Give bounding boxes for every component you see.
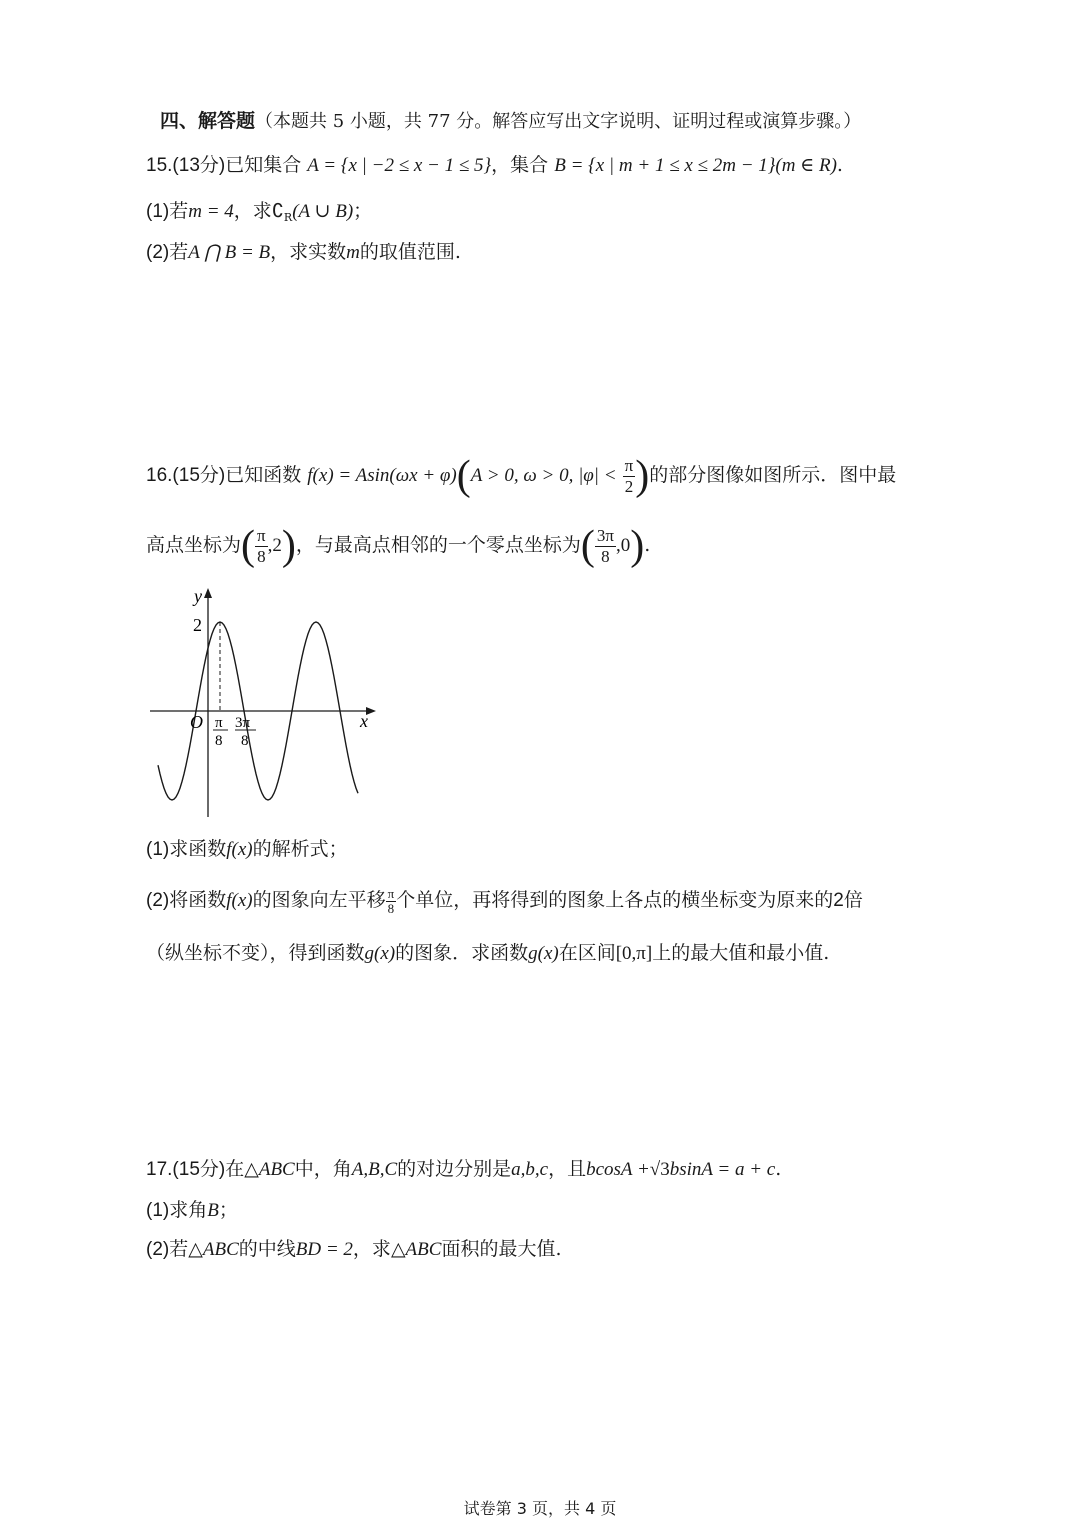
q15-sep: ，集合	[491, 154, 549, 176]
q15-p2-text2: ，求实数	[270, 241, 347, 263]
page-footer: 试卷第 3 页，共 4 页	[463, 1499, 617, 1518]
q15-m-value: m = 4	[188, 201, 234, 222]
q16-p2-text4: 倍	[843, 889, 863, 911]
q16-number: 16.	[146, 465, 173, 486]
q15-p2-label: (2)	[146, 242, 170, 263]
frac-num: 3π	[596, 525, 614, 545]
q15-stem	[146, 152, 843, 179]
q16-line2	[146, 520, 650, 571]
q16-part2	[146, 878, 863, 923]
x-tick1-den: 8	[215, 733, 223, 749]
q15-p2-text: 若	[169, 241, 189, 263]
point1-y: ,2	[267, 535, 282, 556]
q15-part1	[146, 198, 372, 231]
interval-expr: [0,π]	[615, 943, 653, 964]
equation-part1: bcosA +	[586, 1159, 650, 1180]
complement-subscript: R	[283, 211, 293, 224]
intersection-expr: A ⋂ B = B	[188, 242, 271, 263]
union-expr: (A ∪ B)	[292, 201, 354, 222]
frac-den: 8	[257, 546, 266, 566]
q16-g-func: g(x)	[364, 943, 396, 964]
y-tick-2: 2	[193, 615, 202, 635]
q16-p2-text3: 个单位，再将得到的图象上各点的横坐标变为原来的	[396, 889, 834, 911]
q16-p2-text8: 上的最大值和最小值.	[652, 942, 830, 964]
q15-cond: (m ∈ R)	[775, 155, 837, 176]
q16-p1-text2: 的解析式；	[252, 838, 348, 860]
set-a-expr: A = {x | −2 ≤ x − 1 ≤ 5}	[307, 155, 492, 176]
q17-p1-end: ；	[218, 1199, 238, 1221]
q16-p2-text7: 在区间	[558, 942, 616, 964]
q15-m-var: m	[346, 242, 360, 263]
point2-y: ,0	[615, 535, 631, 556]
q17-p2-text: 若	[169, 1238, 189, 1260]
x-tick2-den: 8	[241, 733, 249, 749]
q15-p1-text2: ，求	[233, 200, 272, 222]
q17-part2	[146, 1236, 561, 1263]
q16-line2-text: 高点坐标为	[146, 534, 242, 556]
sine-graph	[146, 582, 386, 822]
q17-p1-text: 求角	[169, 1199, 208, 1221]
q16-stem	[146, 450, 896, 501]
point1-x	[255, 526, 268, 567]
q17-text2: 中，角	[294, 1158, 352, 1180]
triangle-abc: △ABC	[244, 1159, 295, 1180]
sqrt-3: √3	[649, 1159, 670, 1180]
sides-abc: a,b,c	[511, 1159, 549, 1180]
section-title: 四、解答题	[160, 110, 256, 132]
shift-fraction	[386, 887, 397, 916]
angle-b: B	[207, 1200, 219, 1221]
frac-num: π	[257, 525, 266, 545]
paren-close: )	[281, 523, 296, 569]
x-tick2-num: 3π	[235, 715, 251, 731]
origin-label: O	[190, 712, 203, 732]
q16-p1-text: 求函数	[169, 838, 227, 860]
function-expr: f(x) = Asin(ωx + φ)	[307, 465, 457, 486]
paren-open: (	[456, 453, 471, 499]
equation-part2: bsinA = a + c	[669, 1159, 776, 1180]
q16-p2-text5: （纵坐标不变），得到函数	[146, 942, 365, 964]
q16-conditions: A > 0, ω > 0, |φ| <	[470, 465, 617, 486]
q17-number: 17.	[146, 1159, 173, 1180]
section-heading	[160, 108, 861, 135]
q15-p1-text: 若	[169, 200, 189, 222]
frac-num: π	[387, 885, 395, 901]
frac-den: 8	[601, 546, 610, 566]
q17-text4: ，且	[548, 1158, 587, 1180]
y-axis-arrow	[204, 588, 212, 598]
q16-p1-label: (1)	[146, 839, 170, 860]
q15-p1-label: (1)	[146, 201, 170, 222]
q16-line2-text2: ，与最高点相邻的一个零点坐标为	[295, 534, 581, 556]
q17-text: 在	[225, 1158, 245, 1180]
set-b-expr: B = {x | m + 1 ≤ x ≤ 2m − 1}	[554, 155, 776, 176]
q17-part1	[146, 1197, 238, 1224]
frac-num: π	[624, 455, 634, 475]
q16-score: (15分)	[172, 465, 226, 486]
paren-close: )	[630, 523, 645, 569]
q16-part1	[146, 836, 348, 863]
x-tick1-num: π	[215, 715, 223, 731]
q15-end: .	[836, 154, 843, 176]
q17-p2-text3: ，求	[352, 1238, 391, 1260]
triangle-abc-3: △ABC	[390, 1239, 442, 1260]
frac-den: 8	[387, 900, 395, 916]
q17-score: (15分)	[172, 1159, 226, 1180]
q16-p2-text: 将函数	[169, 889, 227, 911]
pi-over-2	[623, 456, 636, 497]
q16-p2-text6: 的图象．求函数	[395, 942, 529, 964]
q17-p2-text2: 的中线	[238, 1238, 296, 1260]
paren-close: )	[635, 453, 650, 499]
q16-p2-text2: 的图象向左平移	[252, 889, 386, 911]
y-axis-label: y	[194, 586, 202, 606]
q15-score: (13分)	[172, 155, 226, 176]
q16-g-func2: g(x)	[528, 943, 559, 964]
q15-text: 已知集合	[225, 154, 302, 176]
paren-open: (	[580, 523, 595, 569]
triangle-abc-2: △ABC	[188, 1239, 239, 1260]
median-bd: BD = 2	[295, 1239, 353, 1260]
section-note: （本题共 5 小题，共 77 分。解答应写出文字说明、证明过程或演算步骤。）	[255, 111, 862, 132]
q16-p2-two: 2	[833, 890, 844, 911]
q16-text2: 的部分图像如图所示．图中最	[649, 464, 897, 486]
angles-abc: A,B,C	[351, 1159, 398, 1180]
q17-stem	[146, 1156, 781, 1183]
q17-text3: 的对边分别是	[397, 1158, 512, 1180]
q15-number: 15.	[146, 155, 173, 176]
q17-p2-text4: 面积的最大值.	[441, 1238, 562, 1260]
q15-p1-end: ；	[353, 200, 373, 222]
q17-p1-label: (1)	[146, 1200, 170, 1221]
q16-p2-label: (2)	[146, 890, 170, 911]
q15-part2	[146, 239, 461, 266]
q16-p1-func: f(x)	[226, 839, 253, 860]
q16-part2-line2	[146, 940, 829, 967]
q15-p2-text3: 的取值范围.	[359, 241, 461, 263]
frac-den: 2	[624, 476, 634, 496]
q16-text: 已知函数	[225, 464, 302, 486]
q17-end: .	[775, 1158, 782, 1180]
point2-x	[595, 526, 616, 567]
complement-symbol: ∁	[271, 201, 284, 222]
paren-open: (	[241, 523, 256, 569]
q16-line2-end: .	[644, 534, 651, 556]
q16-p2-func: f(x)	[226, 890, 253, 911]
x-axis-label: x	[360, 711, 368, 731]
q17-p2-label: (2)	[146, 1239, 170, 1260]
